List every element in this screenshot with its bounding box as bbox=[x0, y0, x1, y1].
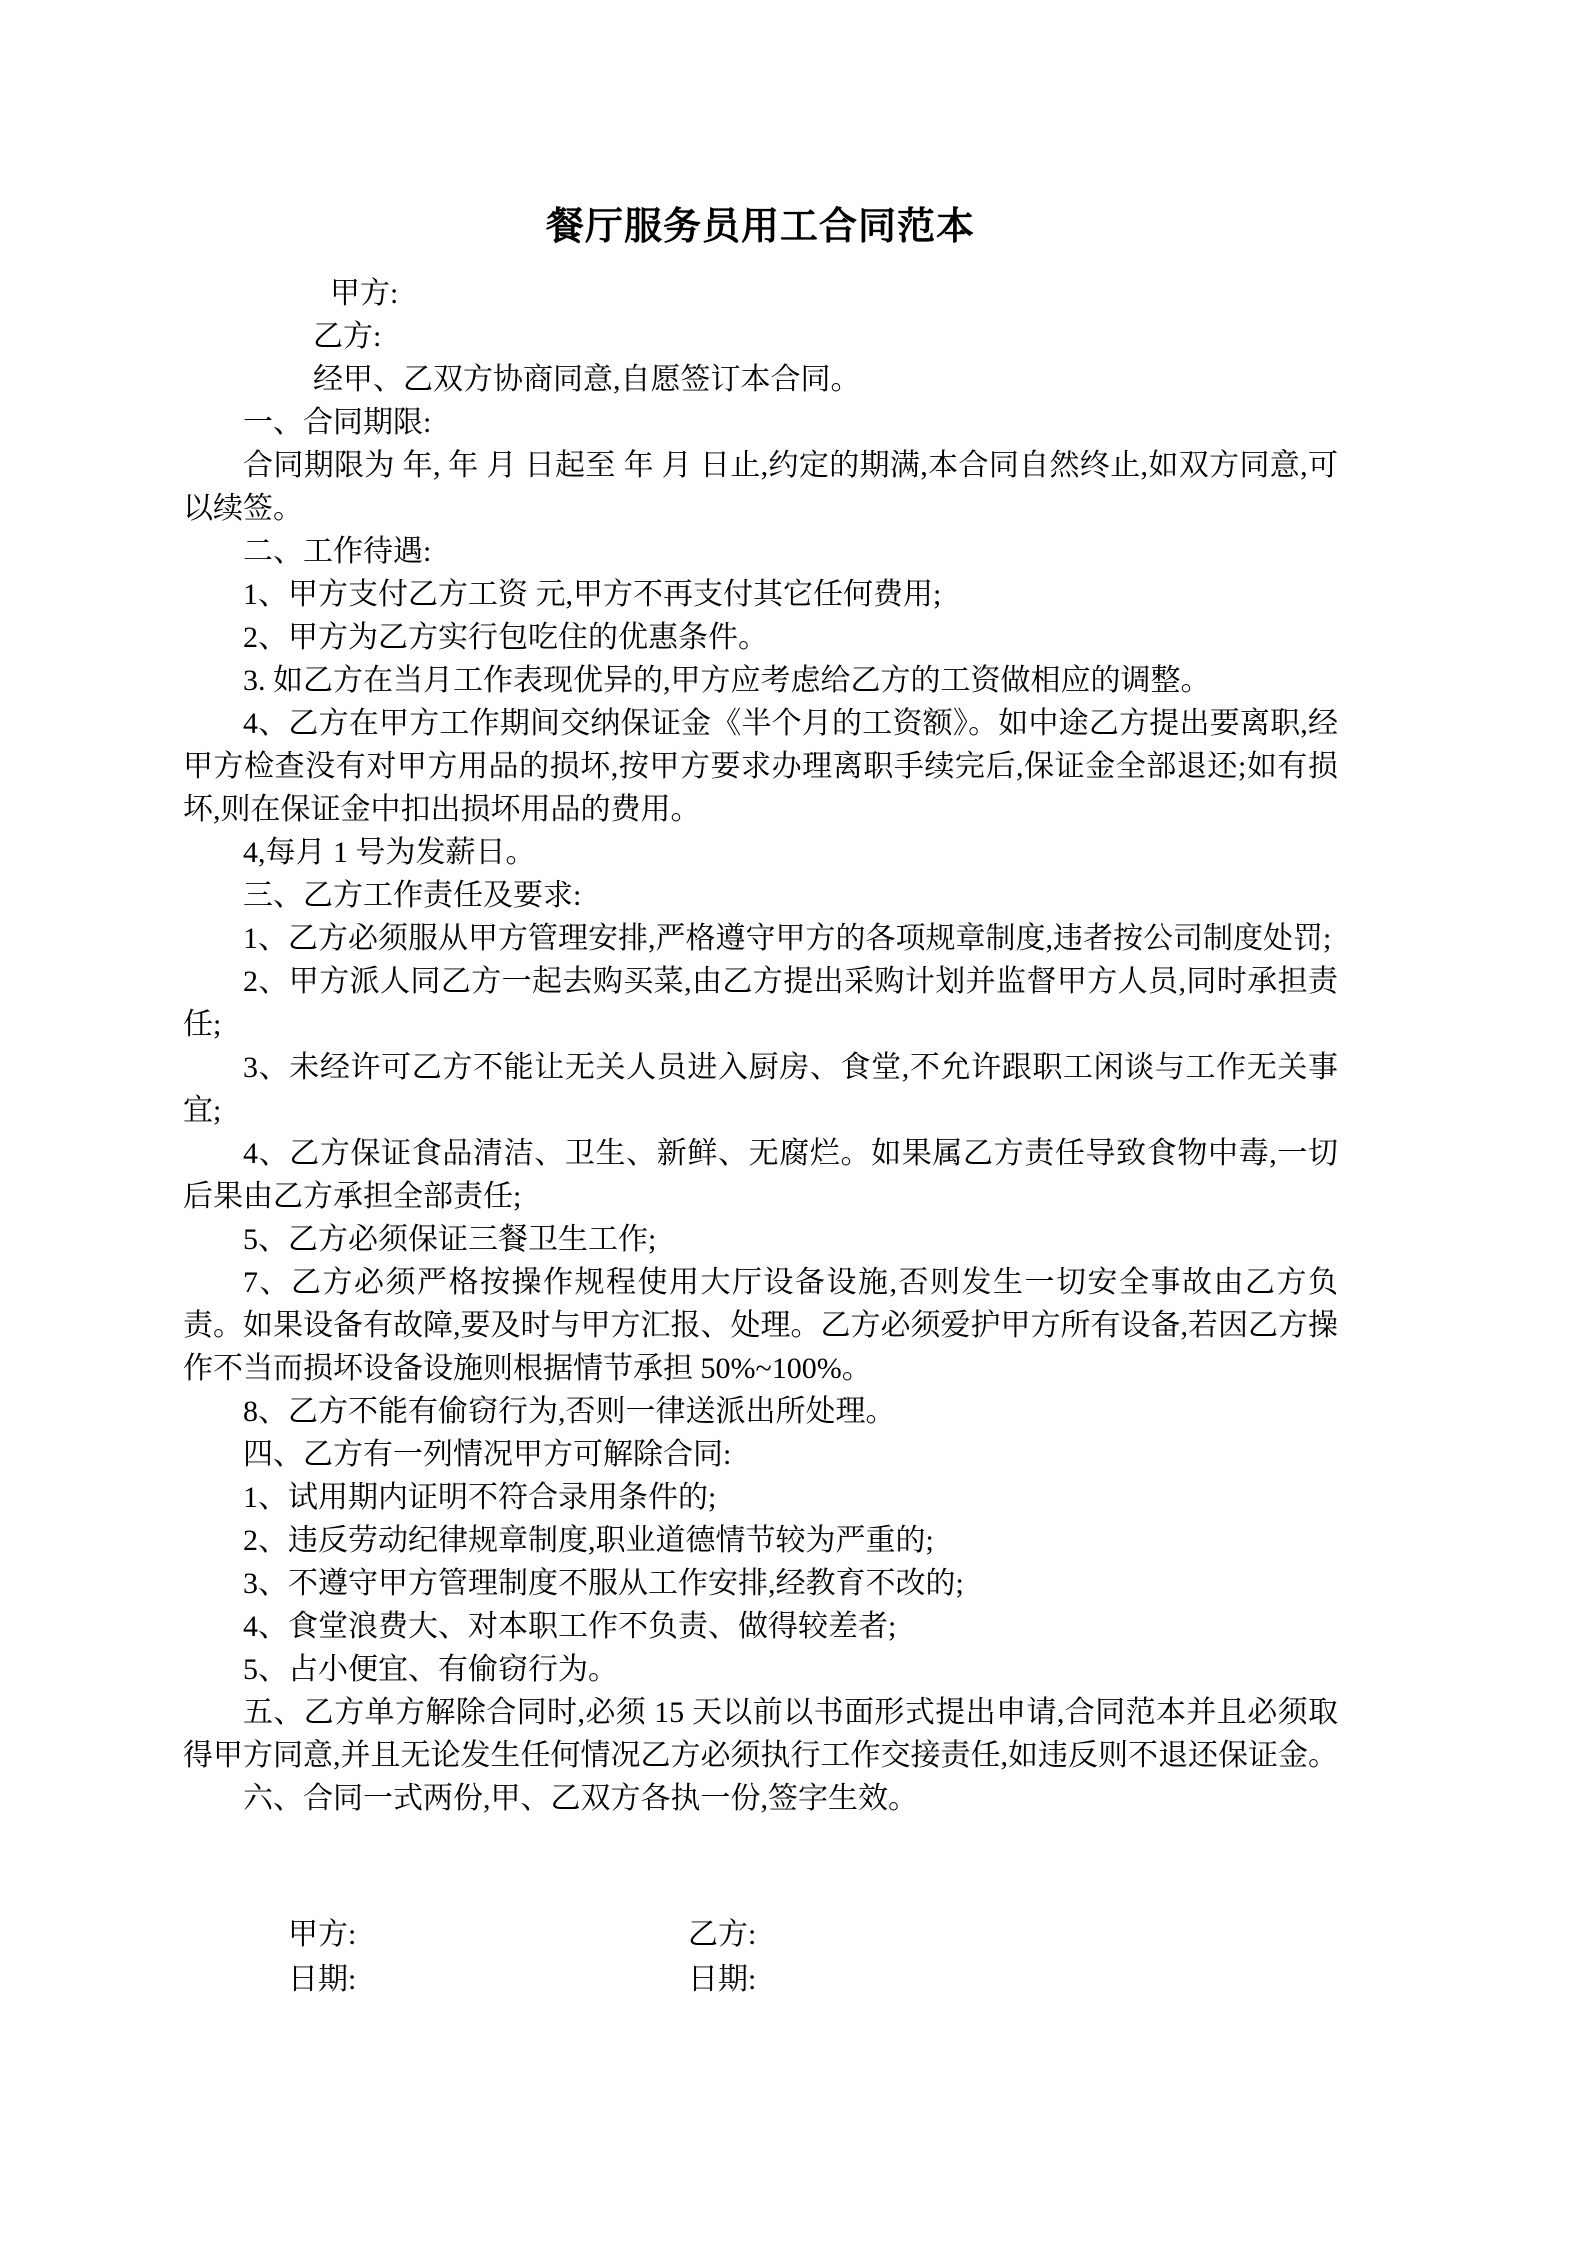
document-title: 餐厅服务员用工合同范本 bbox=[545, 206, 975, 248]
contract-body bbox=[183, 203, 1338, 1820]
paragraph: 1、甲方支付乙方工资 元,甲方不再支付其它任何费用; bbox=[243, 578, 942, 611]
paragraph: 2、甲方为乙方实行包吃住的优惠条件。 bbox=[243, 621, 768, 654]
paragraph: 3、不遵守甲方管理制度不服从工作安排,经教育不改的; bbox=[243, 1567, 964, 1600]
paragraph: 4、乙方在甲方工作期间交纳保证金《半个月的工资额》。如中途乙方提出要离职,经甲方检查没有对甲方用品的损坏,按甲方要求办理离职手续完后,保证金全部退还;如有损坏,则在保证金中扣出损坏用品的费用。 bbox=[183, 707, 1338, 826]
paragraph: 3. 如乙方在当月工作表现优异的,甲方应考虑给乙方的工资做相应的调整。 bbox=[243, 664, 1211, 697]
paragraph: 乙方: bbox=[313, 320, 382, 353]
signature-party-b-label: 乙方: bbox=[688, 1918, 757, 1951]
paragraph: 甲方: bbox=[330, 277, 399, 310]
paragraph: 1、试用期内证明不符合录用条件的; bbox=[243, 1481, 717, 1514]
paragraph: 一、合同期限: bbox=[243, 406, 432, 439]
paragraph: 四、乙方有一列情况甲方可解除合同: bbox=[243, 1438, 732, 1471]
paragraph: 六、合同一式两份,甲、乙双方各执一份,签字生效。 bbox=[243, 1782, 918, 1815]
paragraph: 1、乙方必须服从甲方管理安排,严格遵守甲方的各项规章制度,违者按公司制度处罚; bbox=[243, 922, 1332, 955]
paragraph: 4、乙方保证食品清洁、卫生、新鲜、无腐烂。如果属乙方责任导致食物中毒,一切后果由乙方承担全部责任; bbox=[183, 1137, 1338, 1213]
paragraphs-container bbox=[183, 272, 1338, 1820]
paragraph: 4,每月 1 号为发薪日。 bbox=[243, 836, 536, 869]
signature-party-b-date-label: 日期: bbox=[688, 1963, 757, 1996]
paragraph: 合同期限为 年, 年 月 日起至 年 月 日止,约定的期满,本合同自然终止,如双方同意,可以续签。 bbox=[183, 449, 1338, 525]
paragraph: 7、乙方必须严格按操作规程使用大厅设备设施,否则发生一切安全事故由乙方负责。如果设备有故障,要及时与甲方汇报、处理。乙方必须爱护甲方所有设备,若因乙方操作不当而损坏设备设施则根据情节承担 50%~100%。 bbox=[183, 1266, 1338, 1385]
paragraph: 5、乙方必须保证三餐卫生工作; bbox=[243, 1223, 657, 1256]
paragraph: 2、违反劳动纪律规章制度,职业道德情节较为严重的; bbox=[243, 1524, 934, 1557]
signature-party-a-label: 甲方: bbox=[288, 1918, 357, 1951]
paragraph: 三、乙方工作责任及要求: bbox=[243, 879, 582, 912]
paragraph: 8、乙方不能有偷窃行为,否则一律送派出所处理。 bbox=[243, 1395, 896, 1428]
signature-party-a-date-label: 日期: bbox=[288, 1963, 357, 1996]
signature-block-party-a bbox=[288, 1912, 356, 2002]
signature-block-party-b bbox=[688, 1912, 756, 2002]
paragraph: 五、乙方单方解除合同时,必须 15 天以前以书面形式提出申请,合同范本并且必须取得甲方同意,并且无论发生任何情况乙方必须执行工作交接责任,如违反则不退还保证金。 bbox=[183, 1696, 1338, 1772]
paragraph: 2、甲方派人同乙方一起去购买菜,由乙方提出采购计划并监督甲方人员,同时承担责任; bbox=[183, 965, 1338, 1041]
paragraph: 4、食堂浪费大、对本职工作不负责、做得较差者; bbox=[243, 1610, 897, 1643]
paragraph: 3、未经许可乙方不能让无关人员进入厨房、食堂,不允许跟职工闲谈与工作无关事宜; bbox=[183, 1051, 1338, 1127]
paragraph: 5、占小便宜、有偷窃行为。 bbox=[243, 1653, 618, 1686]
paragraph: 经甲、乙双方协商同意,自愿签订本合同。 bbox=[313, 363, 861, 396]
paragraph: 二、工作待遇: bbox=[243, 535, 432, 568]
